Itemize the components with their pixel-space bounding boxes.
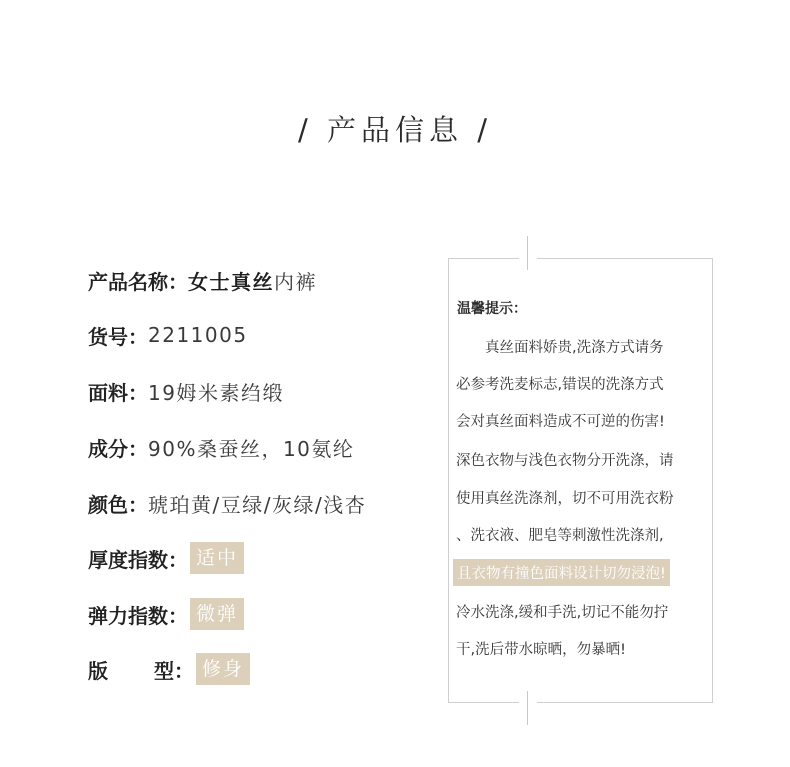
spec-value: 2211005 (148, 323, 248, 347)
notice-box (448, 258, 713, 703)
spec-row-thickness (88, 541, 244, 575)
page-title: / 产品信息 / (298, 113, 492, 147)
spec-label: 颜色： (88, 492, 148, 517)
spec-value: 琥珀黄/豆绿/灰绿/浅杏 (148, 492, 367, 517)
notice-line: 必参考洗麦标志,错误的洗涤方式 (456, 377, 664, 393)
notice-line: 深色衣物与浅色衣物分开洗涤，请 (456, 453, 674, 469)
spec-label: 厚度指数： (88, 547, 188, 572)
spec-label: 成分： (88, 436, 148, 461)
notice-border-gap-bottom (519, 698, 537, 706)
notice-title: 温馨提示： (457, 301, 527, 317)
notice-highlight: 且衣物有撞色面料设计切勿浸泡! (453, 559, 670, 586)
spec-row-fit (88, 652, 250, 686)
spec-row-color (88, 486, 366, 520)
spec-label: 弹力指数： (88, 603, 188, 628)
spec-value (188, 266, 317, 295)
spec-label: 产品名称： (88, 269, 188, 294)
notice-border-gap-top (519, 254, 537, 262)
elasticity-tag: 微弹 (190, 598, 244, 630)
spec-row-sku (88, 318, 248, 352)
notice-line: 真丝面料娇贵,洗涤方式请务 (456, 340, 664, 356)
notice-line: 会对真丝面料造成不可逆的伤害! (456, 414, 665, 430)
notice-divider-top (527, 236, 528, 270)
notice-line: 冷水洗涤,缓和手洗,切记不能勿拧 (456, 605, 669, 621)
fit-tag: 修身 (196, 653, 250, 685)
spec-label: 货号： (88, 324, 148, 349)
spec-label: 面料： (88, 380, 148, 405)
spec-row-composition (88, 430, 354, 464)
spec-value-rest: 内裤 (274, 269, 317, 294)
spec-row-elasticity (88, 597, 244, 631)
notice-line: 干,洗后带水晾晒，勿暴晒! (456, 642, 626, 658)
spec-value-strong: 女士真丝 (188, 269, 274, 294)
notice-divider-bottom (527, 691, 528, 725)
spec-value: 19姆米素绉缎 (148, 380, 284, 405)
spec-value: 90%桑蚕丝，10氨纶 (148, 436, 355, 461)
spec-row-fabric (88, 374, 284, 408)
notice-line: 、洗衣液、肥皂等刺激性洗涤剂, (456, 528, 664, 544)
notice-line: 使用真丝洗涤剂，切不可用洗衣粉 (456, 491, 674, 507)
spec-label-a: 版 (88, 658, 154, 683)
spec-label-b: 型： (154, 658, 194, 683)
thickness-tag: 适中 (190, 542, 244, 574)
spec-row-name (88, 263, 317, 297)
